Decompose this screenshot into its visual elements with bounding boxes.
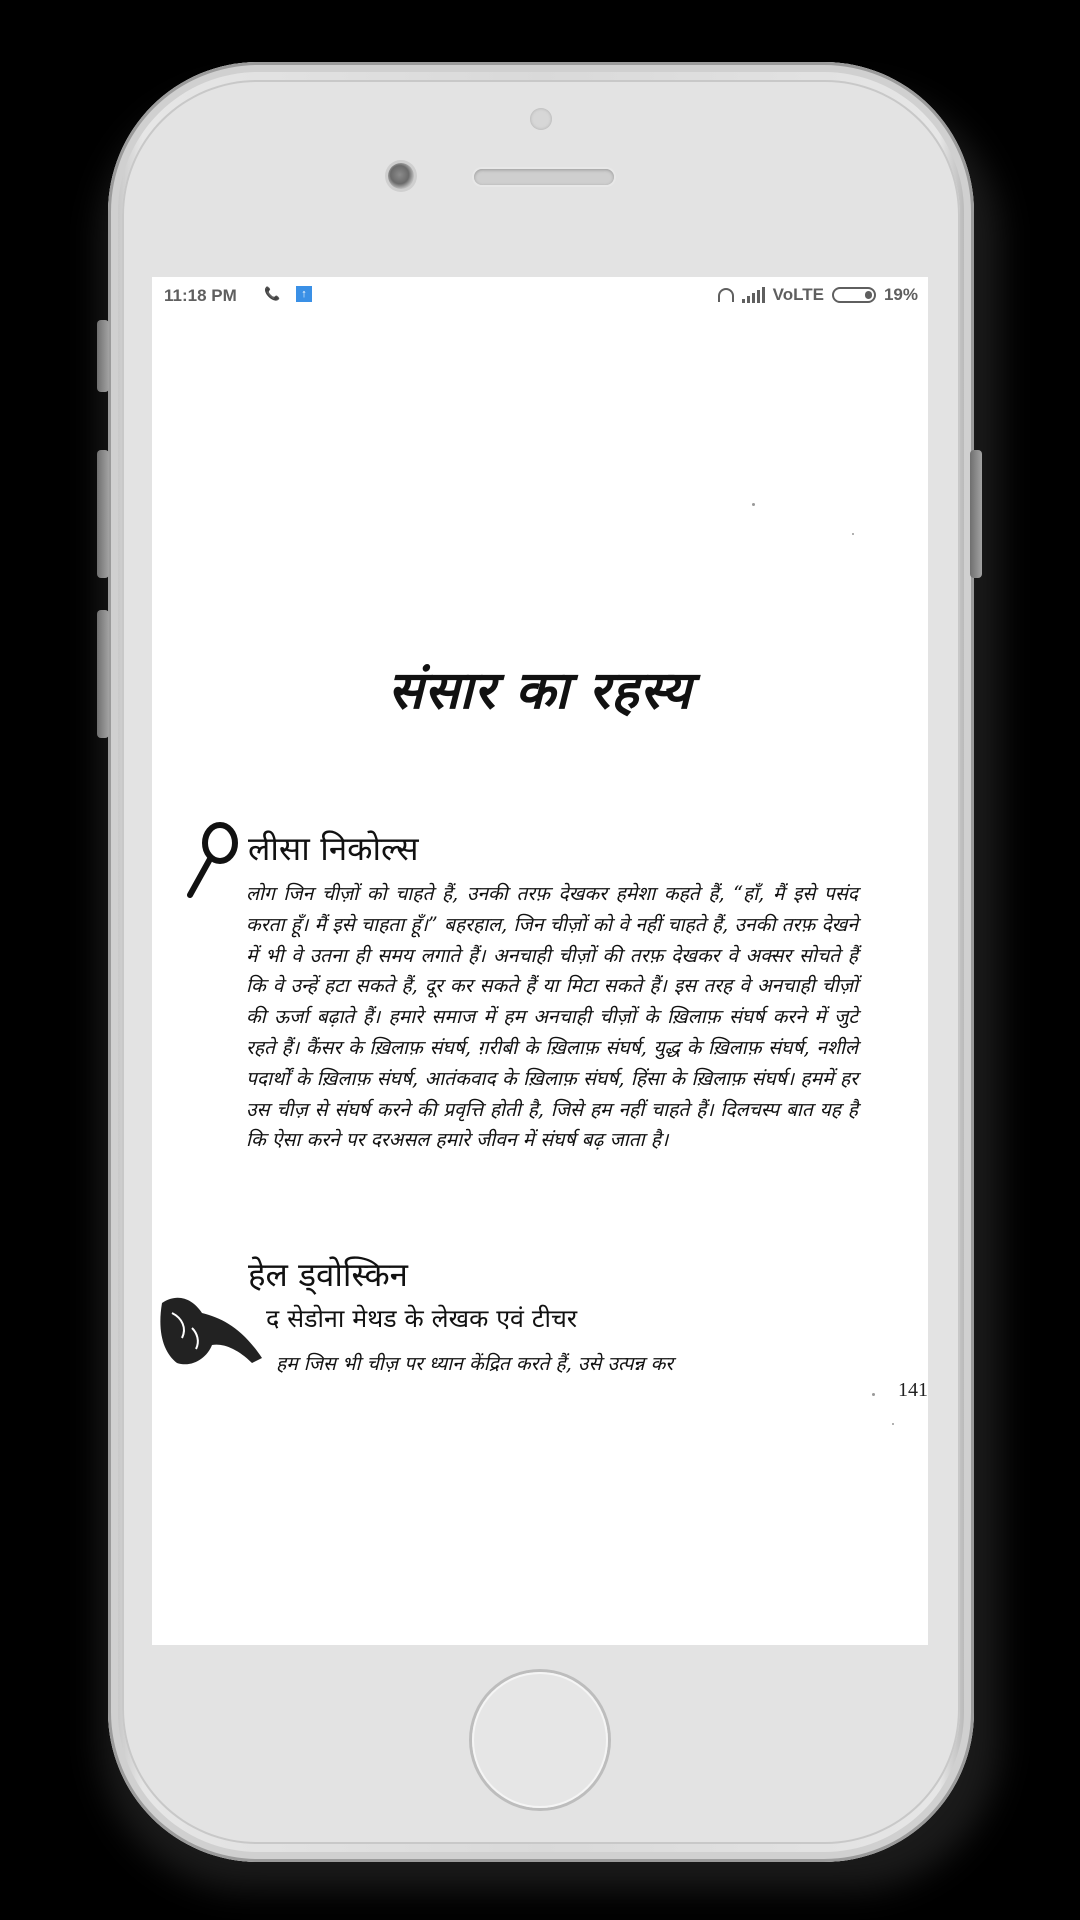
book-page[interactable] xyxy=(152,313,928,1645)
battery-icon xyxy=(832,287,876,303)
battery-percent: 19% xyxy=(883,285,918,304)
status-right-group xyxy=(718,285,918,305)
chapter-title: संसार का रहस्य xyxy=(388,660,692,721)
home-button[interactable] xyxy=(472,1672,608,1808)
headphone-icon xyxy=(718,288,734,302)
proximity-sensor xyxy=(530,108,552,130)
scan-speck xyxy=(872,1393,875,1396)
scan-speck xyxy=(892,1423,894,1425)
speaker-role: द सेडोना मेथड के लेखक एवं टीचर xyxy=(266,1304,578,1333)
speaker-name-hale: हेल ड्वोस्किन xyxy=(248,1255,408,1294)
battery-level-fill xyxy=(865,291,872,299)
scan-speck xyxy=(852,533,854,535)
body-text-paragraph-2: हम जिस भी चीज़ पर ध्यान केंद्रित करते हैं, उसे उत्पन्न कर xyxy=(276,1352,674,1375)
status-bar xyxy=(152,277,928,313)
volume-down-button[interactable] xyxy=(97,610,109,738)
app-notification-icon: ↑ xyxy=(296,286,312,302)
scan-speck xyxy=(752,503,755,506)
signal-icon xyxy=(742,287,765,303)
mute-switch[interactable] xyxy=(97,320,109,392)
volume-up-button[interactable] xyxy=(97,450,109,578)
speaker-name-lisa: लीसा निकोल्स xyxy=(248,829,419,868)
power-button[interactable] xyxy=(970,450,982,578)
front-camera xyxy=(388,163,414,189)
status-time: 11:18 PM xyxy=(164,286,237,305)
magnifier-icon xyxy=(182,821,242,901)
earpiece-speaker xyxy=(474,169,614,185)
network-type: VoLTE xyxy=(772,285,824,304)
body-text-paragraph: लोग जिन चीज़ों को चाहते हैं, उनकी तरफ़ देखकर हमेशा कहते हैं, “हाँ, मैं इसे पसंद करता हूँ। मैं इसे चाहता हूँ।” बहरहाल, जिन चीज़ों को वे नहीं चाहते हैं, उनकी तरफ़ देखने में भी वे उतना ही समय लगाते हैं। अनचाही चीज़ों की तरफ़ देखकर वे अक्सर सोचते हैं कि वे उन्हें हटा सकते हैं, दूर कर सकते हैं या मिटा सकते हैं। इस तरह वे अनचाही चीज़ों की ऊर्जा बढ़ाते हैं। हमारे समाज में हम अनचाही चीज़ों के ख़िलाफ़ संघर्ष करने में जुटे रहते हैं। कैंसर के ख़िलाफ़ संघर्ष, ग़रीबी के ख़िलाफ़ संघर्ष, युद्ध के ख़िलाफ़ संघर्ष, नशीले पदार्थों के ख़िलाफ़ संघर्ष, आतंकवाद के ख़िलाफ़ संघर्ष, हिंसा के ख़िलाफ़ संघर्ष। हममें हर उस चीज़ से संघर्ष करने की प्रवृत्ति होती है, जिसे हम नहीं चाहते हैं। दिलचस्प बात यह है कि ऐसा करने पर दरअसल हमारे जीवन में संघर्ष बढ़ जाता है। xyxy=(246,882,858,1152)
page-number: 141 xyxy=(898,1379,928,1401)
call-icon: 📞 xyxy=(264,286,281,301)
phone-screen[interactable] xyxy=(152,277,928,1645)
